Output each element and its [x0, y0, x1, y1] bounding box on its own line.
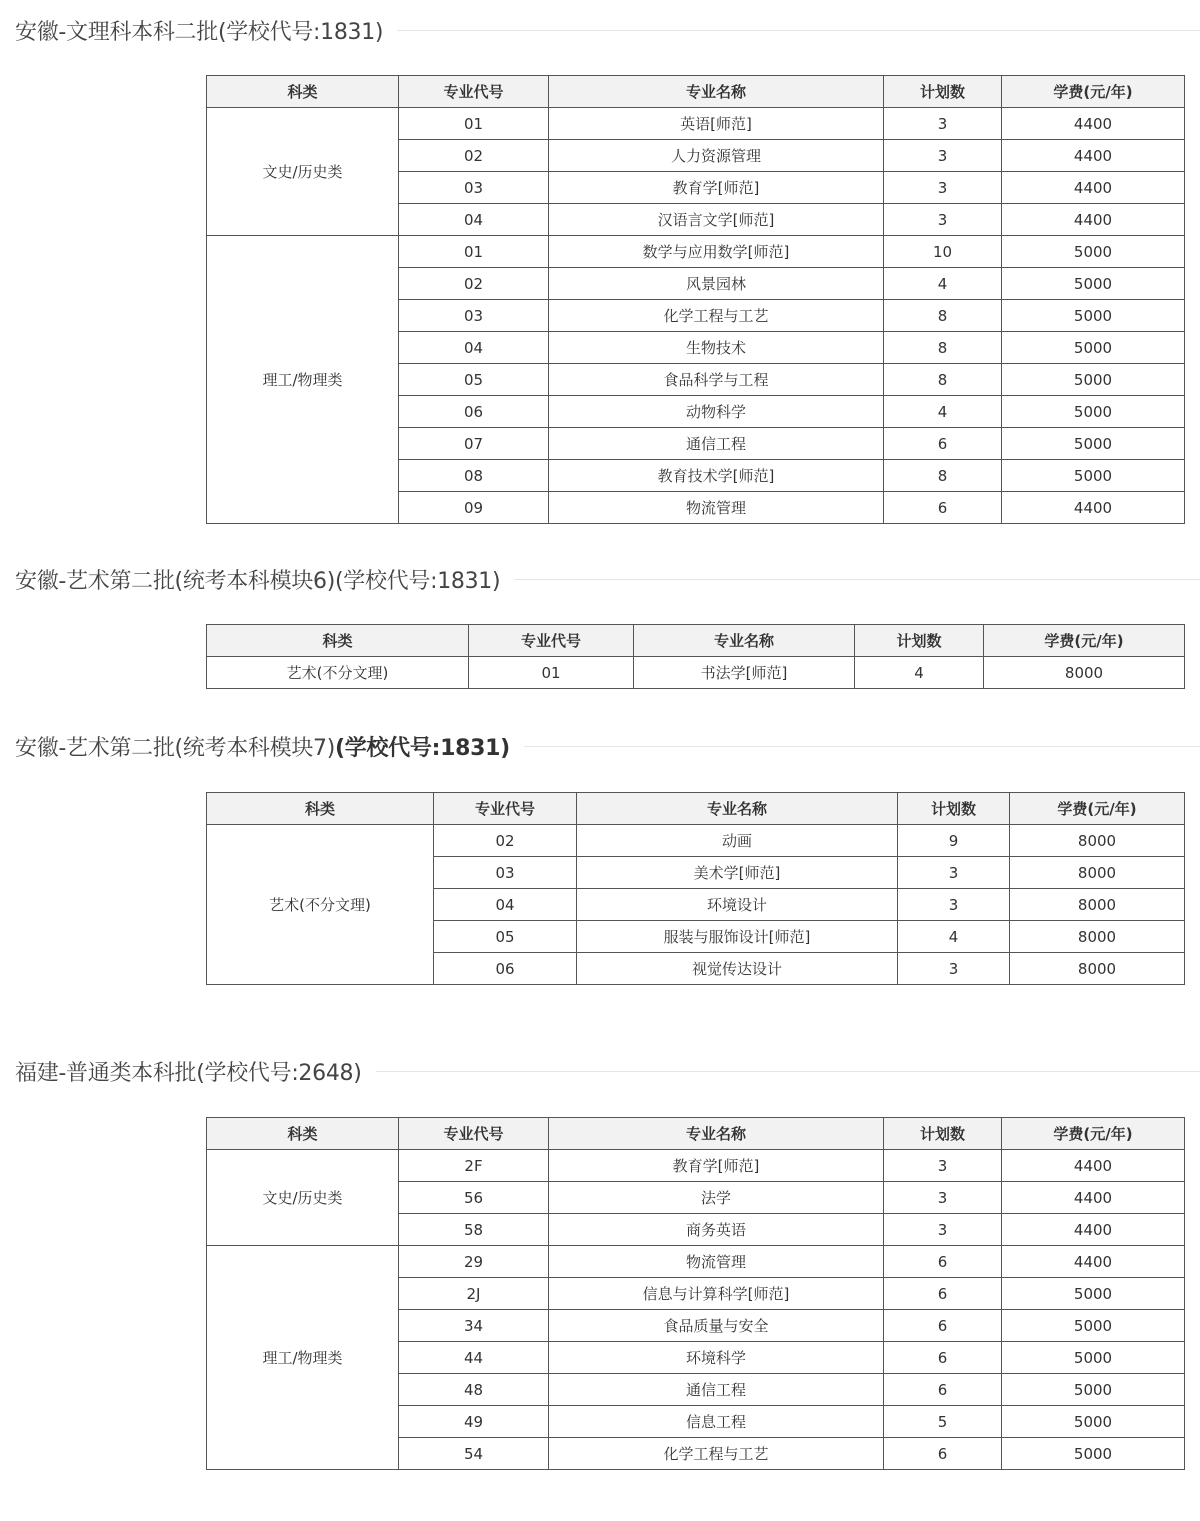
section-title — [0, 728, 1200, 764]
plan-count-cell: 3 — [884, 204, 1002, 236]
category-cell: 艺术(不分文理) — [207, 657, 469, 689]
plan-table — [206, 624, 1185, 689]
major-name-cell: 书法学[师范] — [634, 657, 855, 689]
major-code-cell: 04 — [434, 889, 577, 921]
major-name-cell: 物流管理 — [549, 1246, 884, 1278]
table-header-row — [207, 76, 1185, 108]
column-header: 专业代号 — [434, 793, 577, 825]
column-header: 计划数 — [884, 76, 1002, 108]
column-header: 学费(元/年) — [984, 625, 1185, 657]
major-name-cell: 信息与计算科学[师范] — [549, 1278, 884, 1310]
plan-count-cell: 8 — [884, 300, 1002, 332]
plan-count-cell: 3 — [884, 108, 1002, 140]
major-code-cell: 44 — [399, 1342, 549, 1374]
plan-count-cell: 3 — [884, 172, 1002, 204]
table-row — [207, 657, 1185, 689]
tuition-cell: 8000 — [1010, 921, 1185, 953]
plan-count-cell: 3 — [884, 1150, 1002, 1182]
major-code-cell: 58 — [399, 1214, 549, 1246]
plan-count-cell: 6 — [884, 1278, 1002, 1310]
category-cell: 文史/历史类 — [207, 1150, 399, 1246]
title-divider — [514, 579, 1200, 580]
major-code-cell: 01 — [469, 657, 634, 689]
major-code-cell: 02 — [399, 140, 549, 172]
section-title-text: 安徽-文理科本科二批(学校代号:1831) — [15, 19, 384, 45]
major-name-cell: 化学工程与工艺 — [549, 300, 884, 332]
major-name-cell: 教育技术学[师范] — [549, 460, 884, 492]
major-code-cell: 29 — [399, 1246, 549, 1278]
major-code-cell: 08 — [399, 460, 549, 492]
major-name-cell: 人力资源管理 — [549, 140, 884, 172]
table-row — [207, 1150, 1185, 1182]
plan-count-cell: 4 — [855, 657, 984, 689]
major-name-cell: 商务英语 — [549, 1214, 884, 1246]
column-header: 专业名称 — [549, 76, 884, 108]
major-name-cell: 环境科学 — [549, 1342, 884, 1374]
major-name-cell: 动物科学 — [549, 396, 884, 428]
major-code-cell: 04 — [399, 332, 549, 364]
major-code-cell: 02 — [434, 825, 577, 857]
plan-count-cell: 6 — [884, 1438, 1002, 1470]
category-cell: 理工/物理类 — [207, 236, 399, 524]
tuition-cell: 5000 — [1002, 236, 1185, 268]
section-title-text: 安徽-艺术第二批(统考本科模块6)(学校代号:1831) — [15, 568, 501, 594]
plan-table — [206, 75, 1185, 524]
plan-table — [206, 1117, 1185, 1470]
major-name-cell: 法学 — [549, 1182, 884, 1214]
major-code-cell: 01 — [399, 236, 549, 268]
major-name-cell: 数学与应用数学[师范] — [549, 236, 884, 268]
tuition-cell: 8000 — [1010, 825, 1185, 857]
major-code-cell: 07 — [399, 428, 549, 460]
major-code-cell: 03 — [399, 300, 549, 332]
section-title — [0, 1053, 1200, 1089]
column-header: 专业代号 — [399, 76, 549, 108]
title-divider — [397, 30, 1200, 31]
tuition-cell: 4400 — [1002, 1214, 1185, 1246]
tuition-cell: 5000 — [1002, 1278, 1185, 1310]
table-row — [207, 236, 1185, 268]
plan-count-cell: 6 — [884, 428, 1002, 460]
tuition-cell: 4400 — [1002, 492, 1185, 524]
tuition-cell: 5000 — [1002, 1342, 1185, 1374]
plan-count-cell: 8 — [884, 364, 1002, 396]
major-name-cell: 服装与服饰设计[师范] — [577, 921, 898, 953]
plan-count-cell: 6 — [884, 1310, 1002, 1342]
tuition-cell: 5000 — [1002, 1438, 1185, 1470]
category-cell: 文史/历史类 — [207, 108, 399, 236]
tuition-cell: 5000 — [1002, 332, 1185, 364]
section-title-text — [0, 731, 524, 762]
tuition-cell: 4400 — [1002, 1246, 1185, 1278]
column-header: 学费(元/年) — [1002, 76, 1185, 108]
plan-count-cell: 3 — [898, 953, 1010, 985]
column-header: 计划数 — [898, 793, 1010, 825]
plan-table — [206, 792, 1185, 985]
column-header: 学费(元/年) — [1002, 1118, 1185, 1150]
major-name-cell: 生物技术 — [549, 332, 884, 364]
tuition-cell: 5000 — [1002, 1374, 1185, 1406]
major-code-cell: 54 — [399, 1438, 549, 1470]
major-name-cell: 物流管理 — [549, 492, 884, 524]
section-title — [0, 561, 1200, 597]
major-code-cell: 05 — [399, 364, 549, 396]
plan-count-cell: 10 — [884, 236, 1002, 268]
tuition-cell: 8000 — [1010, 953, 1185, 985]
title-divider — [524, 746, 1200, 747]
plan-count-cell: 6 — [884, 1246, 1002, 1278]
major-name-cell: 环境设计 — [577, 889, 898, 921]
major-code-cell: 03 — [399, 172, 549, 204]
column-header: 专业代号 — [399, 1118, 549, 1150]
column-header: 科类 — [207, 76, 399, 108]
major-name-cell: 食品科学与工程 — [549, 364, 884, 396]
tuition-cell: 8000 — [984, 657, 1185, 689]
plan-count-cell: 3 — [898, 857, 1010, 889]
major-name-cell: 信息工程 — [549, 1406, 884, 1438]
major-name-cell: 食品质量与安全 — [549, 1310, 884, 1342]
plan-count-cell: 8 — [884, 460, 1002, 492]
major-code-cell: 04 — [399, 204, 549, 236]
major-code-cell: 49 — [399, 1406, 549, 1438]
title-divider — [376, 1071, 1200, 1072]
major-name-cell: 通信工程 — [549, 428, 884, 460]
major-code-cell: 09 — [399, 492, 549, 524]
plan-count-cell: 3 — [884, 1214, 1002, 1246]
column-header: 计划数 — [855, 625, 984, 657]
column-header: 专业名称 — [577, 793, 898, 825]
category-cell: 理工/物理类 — [207, 1246, 399, 1470]
category-cell: 艺术(不分文理) — [207, 825, 434, 985]
table-header-row — [207, 793, 1185, 825]
tuition-cell: 4400 — [1002, 1150, 1185, 1182]
title-normal-part: 安徽-艺术第二批(统考本科模块7) — [15, 735, 336, 761]
table-row — [207, 825, 1185, 857]
tuition-cell: 5000 — [1002, 460, 1185, 492]
section-title — [0, 12, 1200, 48]
tuition-cell: 5000 — [1002, 396, 1185, 428]
table-row — [207, 108, 1185, 140]
plan-count-cell: 9 — [898, 825, 1010, 857]
plan-count-cell: 6 — [884, 1342, 1002, 1374]
tuition-cell: 5000 — [1002, 268, 1185, 300]
plan-count-cell: 6 — [884, 492, 1002, 524]
tuition-cell: 4400 — [1002, 108, 1185, 140]
major-name-cell: 风景园林 — [549, 268, 884, 300]
major-code-cell: 01 — [399, 108, 549, 140]
major-name-cell: 美术学[师范] — [577, 857, 898, 889]
tuition-cell: 5000 — [1002, 364, 1185, 396]
tuition-cell: 8000 — [1010, 857, 1185, 889]
plan-count-cell: 4 — [884, 396, 1002, 428]
plan-count-cell: 5 — [884, 1406, 1002, 1438]
tuition-cell: 4400 — [1002, 1182, 1185, 1214]
tuition-cell: 5000 — [1002, 1406, 1185, 1438]
tuition-cell: 5000 — [1002, 428, 1185, 460]
major-code-cell: 06 — [434, 953, 577, 985]
major-name-cell: 通信工程 — [549, 1374, 884, 1406]
title-bold-part: (学校代号:1831) — [335, 735, 510, 761]
major-name-cell: 英语[师范] — [549, 108, 884, 140]
plan-count-cell: 8 — [884, 332, 1002, 364]
column-header: 科类 — [207, 625, 469, 657]
major-name-cell: 汉语言文学[师范] — [549, 204, 884, 236]
major-code-cell: 02 — [399, 268, 549, 300]
plan-count-cell: 3 — [898, 889, 1010, 921]
major-name-cell: 教育学[师范] — [549, 1150, 884, 1182]
major-code-cell: 2F — [399, 1150, 549, 1182]
major-name-cell: 化学工程与工艺 — [549, 1438, 884, 1470]
major-name-cell: 动画 — [577, 825, 898, 857]
major-code-cell: 05 — [434, 921, 577, 953]
tuition-cell: 4400 — [1002, 204, 1185, 236]
column-header: 专业名称 — [549, 1118, 884, 1150]
tuition-cell: 8000 — [1010, 889, 1185, 921]
column-header: 科类 — [207, 793, 434, 825]
plan-count-cell: 3 — [884, 140, 1002, 172]
column-header: 计划数 — [884, 1118, 1002, 1150]
major-code-cell: 48 — [399, 1374, 549, 1406]
major-code-cell: 34 — [399, 1310, 549, 1342]
major-code-cell: 03 — [434, 857, 577, 889]
plan-count-cell: 4 — [898, 921, 1010, 953]
column-header: 学费(元/年) — [1010, 793, 1185, 825]
tuition-cell: 4400 — [1002, 172, 1185, 204]
plan-count-cell: 3 — [884, 1182, 1002, 1214]
table-row — [207, 1246, 1185, 1278]
major-name-cell: 教育学[师范] — [549, 172, 884, 204]
tuition-cell: 4400 — [1002, 140, 1185, 172]
major-name-cell: 视觉传达设计 — [577, 953, 898, 985]
plan-count-cell: 4 — [884, 268, 1002, 300]
section-title-text: 福建-普通类本科批(学校代号:2648) — [15, 1060, 362, 1086]
column-header: 科类 — [207, 1118, 399, 1150]
major-code-cell: 06 — [399, 396, 549, 428]
major-code-cell: 56 — [399, 1182, 549, 1214]
tuition-cell: 5000 — [1002, 1310, 1185, 1342]
major-code-cell: 2J — [399, 1278, 549, 1310]
column-header: 专业名称 — [634, 625, 855, 657]
tuition-cell: 5000 — [1002, 300, 1185, 332]
table-header-row — [207, 1118, 1185, 1150]
plan-count-cell: 6 — [884, 1374, 1002, 1406]
column-header: 专业代号 — [469, 625, 634, 657]
table-header-row — [207, 625, 1185, 657]
